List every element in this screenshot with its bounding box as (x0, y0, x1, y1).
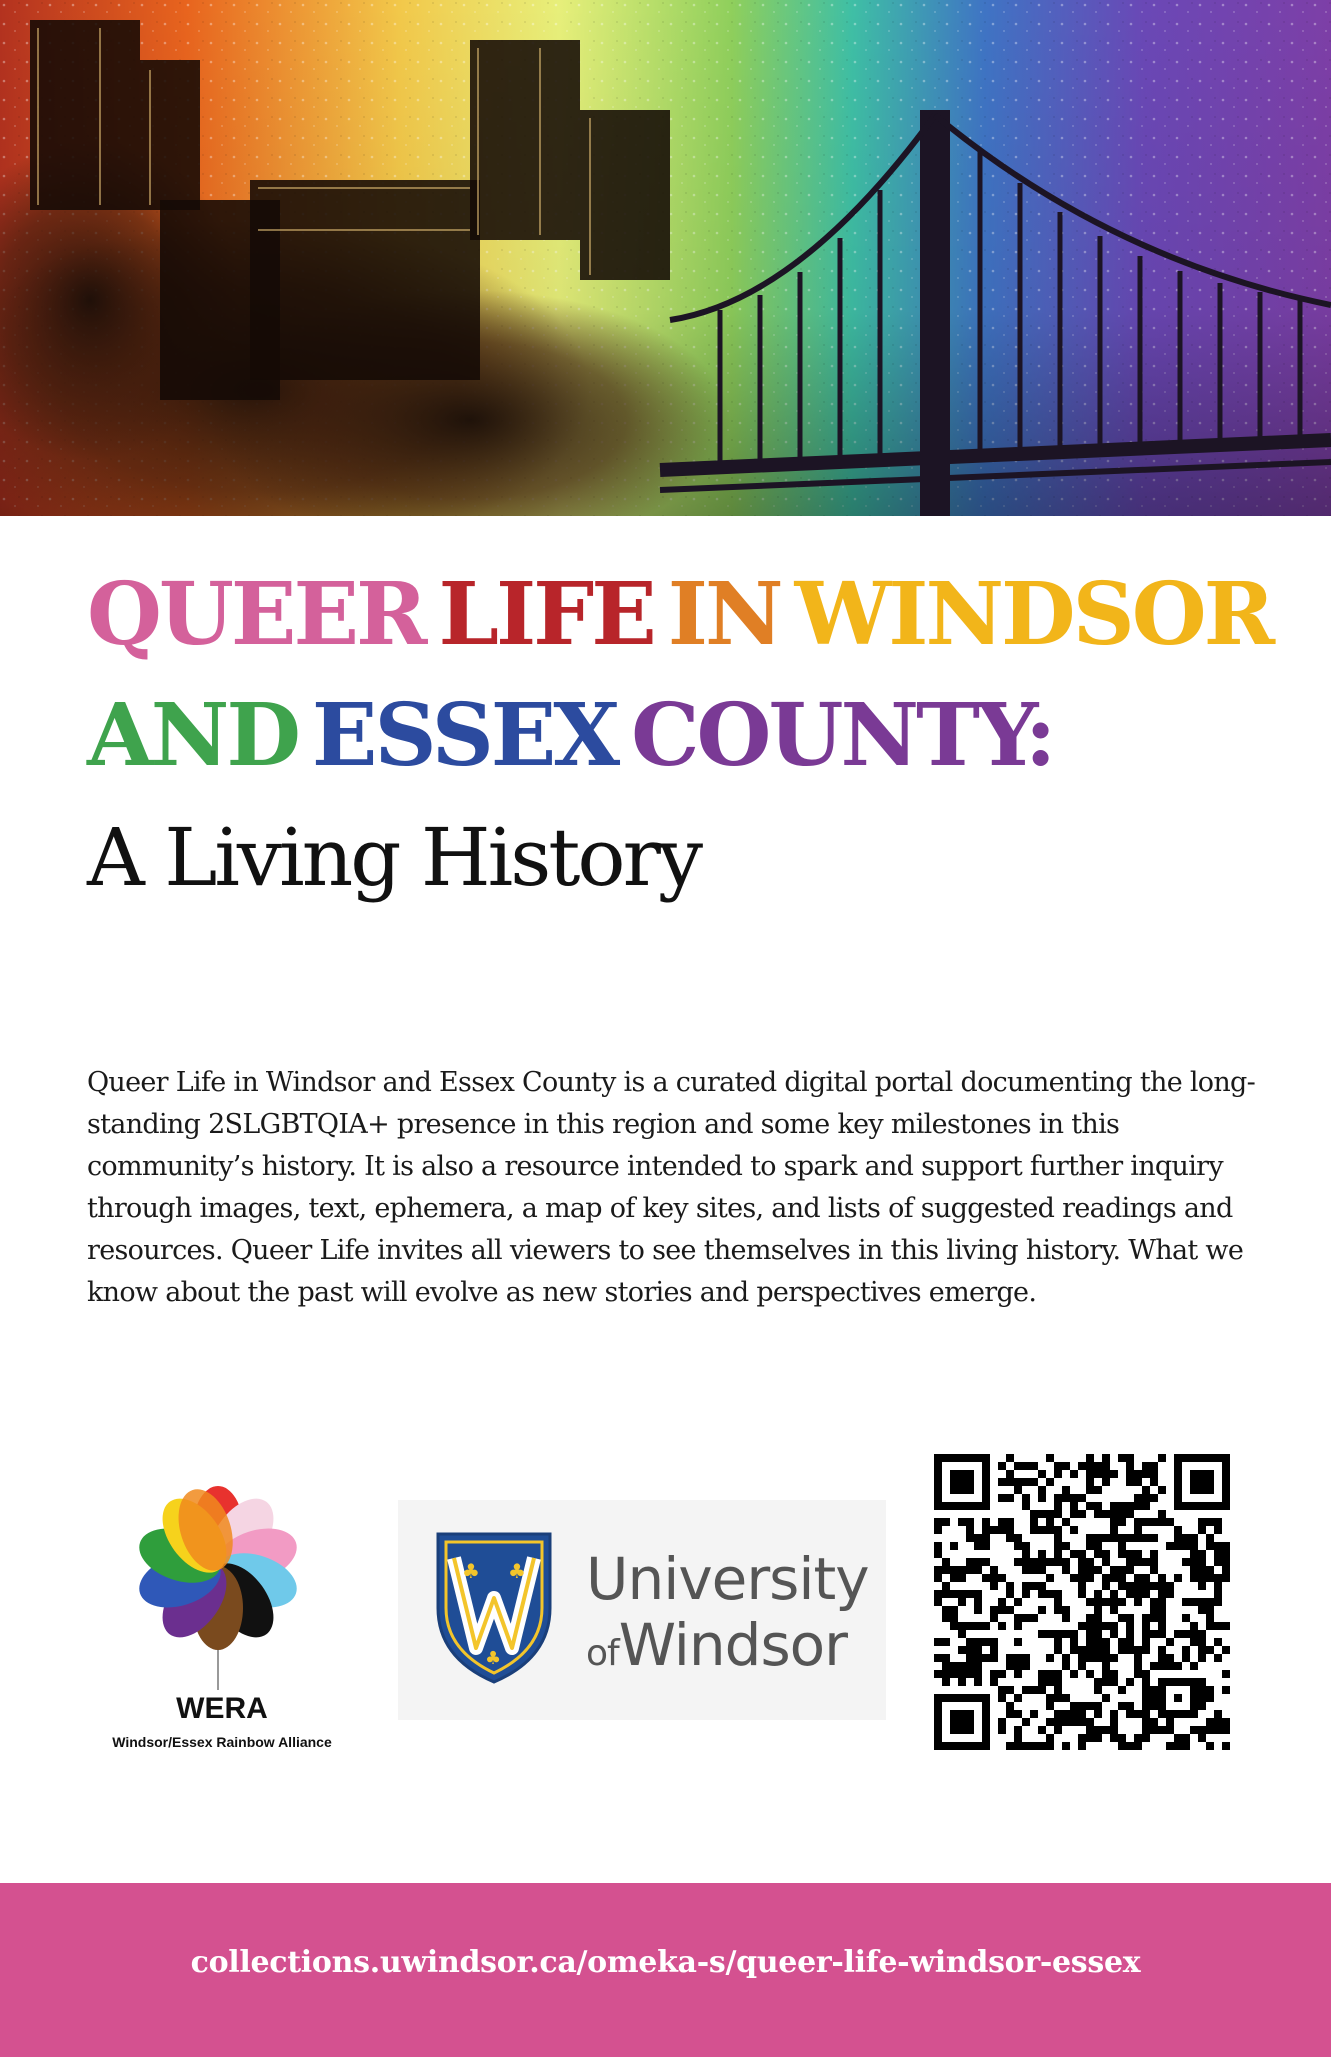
qr-code-icon (934, 1454, 1230, 1750)
description-paragraph: Queer Life in Windsor and Essex County is a curated digital portal documenting the long-standing 2SLGBTQIA+ presence in this region and some key milestones in this community’s history. It is also a resource intended to spark and support further inquiry through images, text, ephemera, a map of key sites, and lists of suggested readings and resources. Queer Life invites all viewers to see themselves in this living history. What we know about the past will evolve as new stories and perspectives emerge. (87, 1067, 1256, 1308)
uwindsor-of: of (586, 1633, 619, 1674)
svg-text:♣: ♣ (462, 1559, 480, 1583)
footer-url[interactable]: collections.uwindsor.ca/omeka-s/queer-life-windsor-essex (190, 1945, 1141, 1980)
svg-text:♣: ♣ (485, 1648, 502, 1669)
footer-bar (0, 1883, 1331, 2057)
title-word-life: LIFE (438, 564, 654, 665)
title-word-windsor: WINDSOR (794, 564, 1273, 665)
banner-illustration (0, 0, 1331, 516)
title-line-1 (87, 564, 1273, 665)
shield-icon (432, 1528, 556, 1688)
title-word-county: COUNTY: (631, 685, 1054, 786)
title-word-queer: QUEER (87, 564, 425, 665)
uwindsor-line-1: University (586, 1545, 869, 1613)
title-word-and: AND (87, 685, 298, 786)
subtitle: A Living History (87, 811, 701, 904)
wera-full-name: Windsor/Essex Rainbow Alliance (112, 1734, 332, 1750)
title-word-essex: ESSEX (311, 685, 618, 786)
title-line-2 (87, 685, 1054, 786)
wera-name: WERA (176, 1692, 268, 1725)
uwindsor-line-2 (586, 1611, 848, 1679)
rainbow-pinwheel-icon (130, 1470, 310, 1700)
wera-logo (100, 1470, 360, 1750)
title-word-in: IN (667, 564, 781, 665)
university-of-windsor-logo (398, 1500, 886, 1720)
svg-text:♣: ♣ (508, 1559, 526, 1583)
uwindsor-windsor: Windsor (618, 1611, 848, 1679)
